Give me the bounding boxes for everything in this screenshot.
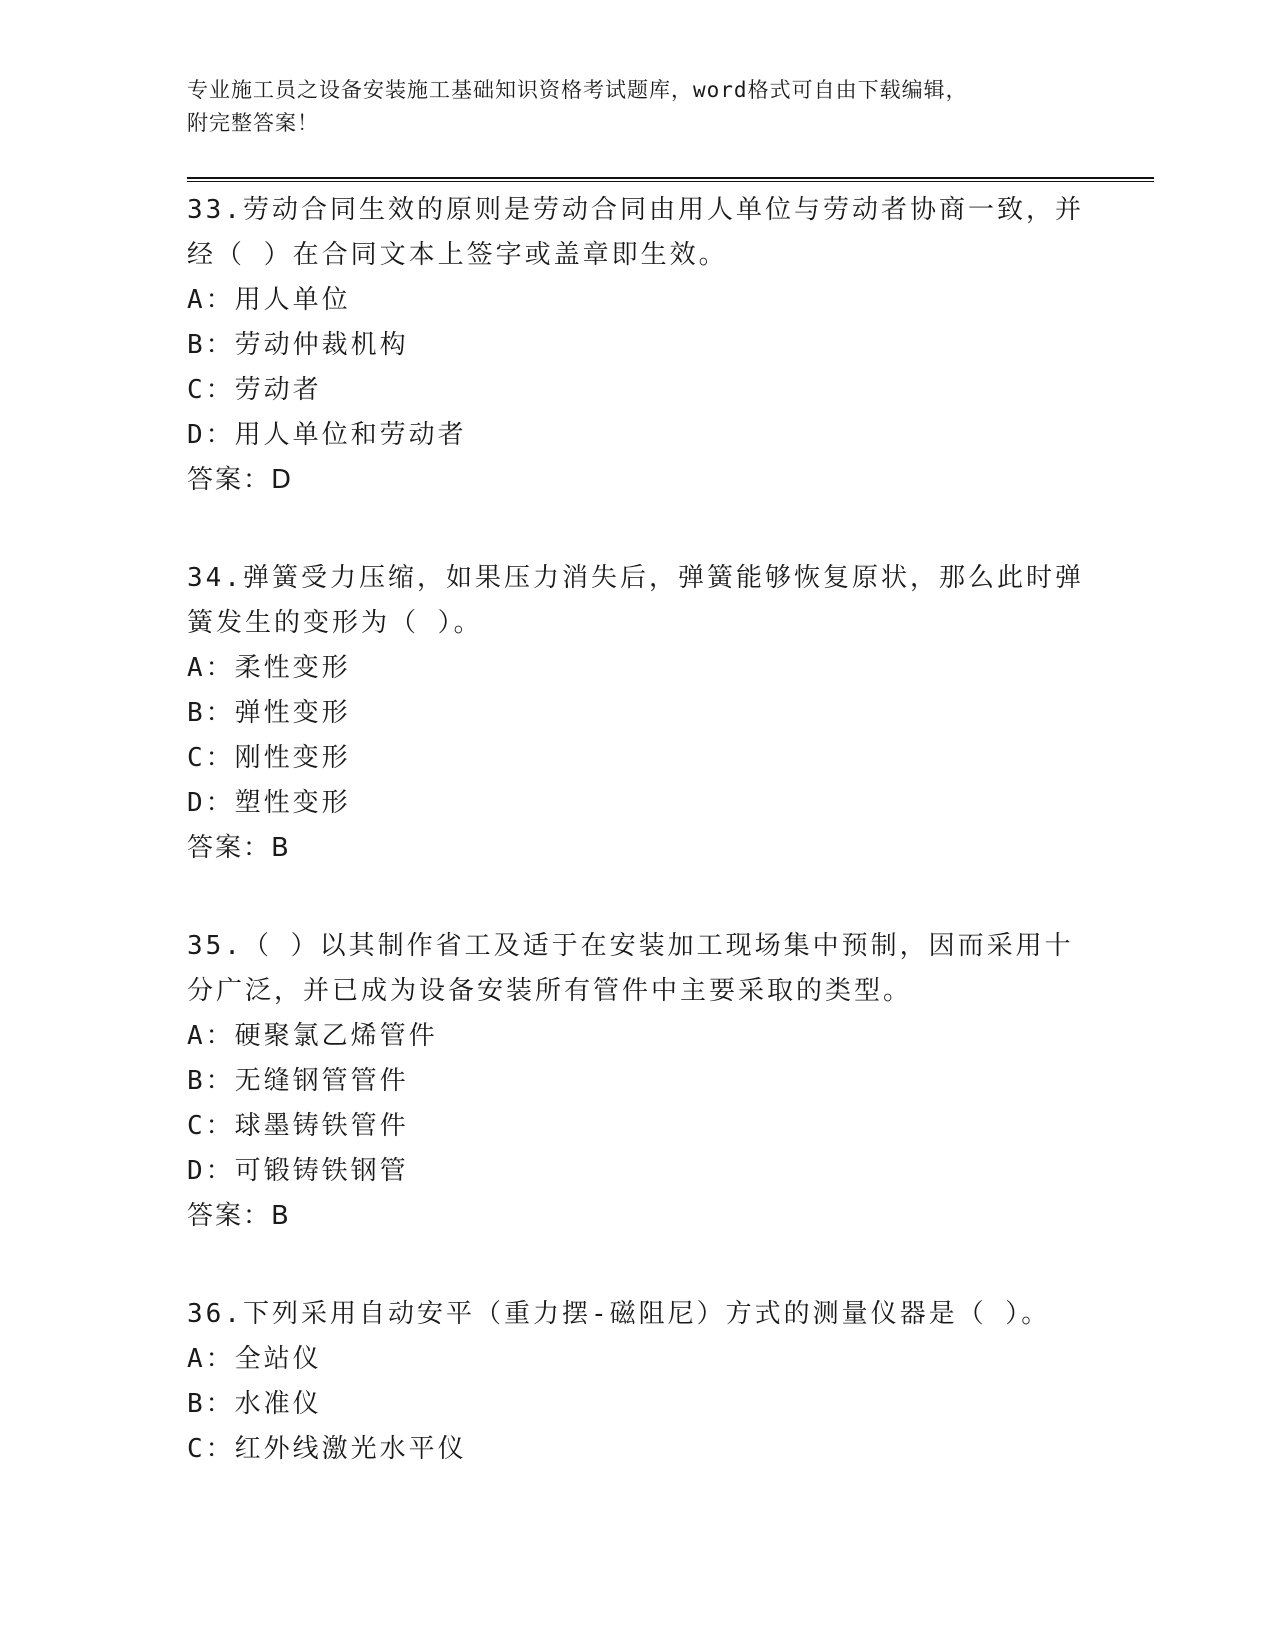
option-b: B：无缝钢管管件 [187, 1066, 409, 1096]
option-b: B：弹性变形 [187, 698, 351, 728]
option-c: C：劳动者 [187, 375, 322, 405]
header-divider-thick [187, 177, 1154, 179]
question-stem-line-1: 35.（ ）以其制作省工及适于在安装加工现场集中预制，因而采用十 [187, 931, 1074, 961]
question-list [187, 188, 1087, 1525]
option-a: A：用人单位 [187, 285, 351, 315]
option-b: B：水准仪 [187, 1389, 322, 1419]
question-33 [187, 188, 1087, 503]
option-d: D：塑性变形 [187, 788, 351, 818]
question-stem-line-2: 簧发生的变形为（ ）。 [187, 608, 483, 638]
answer-line: 答案：B [187, 833, 291, 863]
option-c: C：刚性变形 [187, 743, 351, 773]
option-d: D：可锻铸铁钢管 [187, 1156, 409, 1186]
question-stem-line-1: 33.劳动合同生效的原则是劳动合同由用人单位与劳动者协商一致，并 [187, 195, 1084, 225]
question-stem-line-2: 经（ ）在合同文本上签字或盖章即生效。 [187, 240, 728, 270]
header-line-1: 专业施工员之设备安装施工基础知识资格考试题库，word格式可自由下载编辑， [187, 78, 968, 102]
answer-line: 答案：B [187, 1201, 291, 1231]
question-stem-line-2: 分广泛，并已成为设备安装所有管件中主要采取的类型。 [187, 976, 913, 1006]
question-stem-line-1: 36.下列采用自动安平（重力摆-磁阻尼）方式的测量仪器是（ ）。 [187, 1299, 1051, 1329]
question-35 [187, 924, 1087, 1239]
question-36 [187, 1292, 1087, 1472]
answer-line: 答案：D [187, 465, 294, 495]
header-line-2: 附完整答案！ [187, 111, 319, 135]
question-stem-line-1: 34.弹簧受力压缩，如果压力消失后，弹簧能够恢复原状，那么此时弹 [187, 563, 1084, 593]
option-a: A：硬聚氯乙烯管件 [187, 1021, 438, 1051]
option-b: B：劳动仲裁机构 [187, 330, 409, 360]
option-c: C：球墨铸铁管件 [187, 1111, 409, 1141]
option-d: D：用人单位和劳动者 [187, 420, 467, 450]
option-a: A：柔性变形 [187, 653, 351, 683]
option-a: A：全站仪 [187, 1344, 322, 1374]
question-34 [187, 556, 1087, 871]
header-divider-thin [187, 181, 1154, 182]
option-c: C：红外线激光水平仪 [187, 1434, 467, 1464]
document-header [187, 74, 1087, 140]
